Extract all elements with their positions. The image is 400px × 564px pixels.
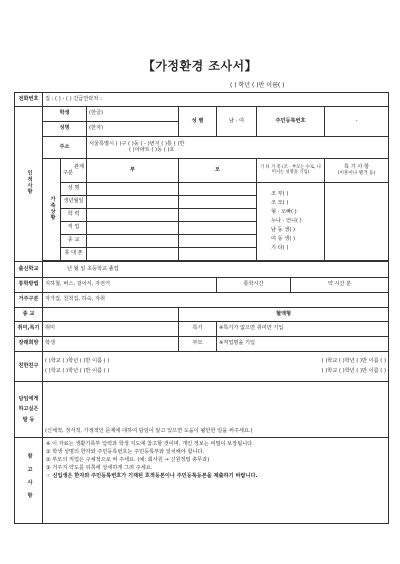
father-birth-cell[interactable] xyxy=(87,196,179,209)
address-line-2: ( )아파트 ( )동 ( )호 xyxy=(129,146,175,153)
page-title: 【가정환경 조사서】 xyxy=(142,59,258,73)
reference-label: 참고사항 xyxy=(15,438,43,524)
gender-field[interactable]: 남 · 여 xyxy=(217,107,257,137)
address-label: 주소 xyxy=(43,137,87,159)
mother-religion-cell[interactable] xyxy=(179,235,257,248)
religion-field[interactable] xyxy=(43,308,179,322)
family-row-phone: 휴 대 폰 xyxy=(61,248,87,261)
other-family-item: 형 · 오빠( ) xyxy=(271,208,297,215)
friend-entry: ( )학교 ( )학년 ( )반 이름 ( ) xyxy=(45,367,110,374)
origin-school-field[interactable]: 년 월 일 초등학교 졸업 xyxy=(43,262,389,278)
mother-name-cell[interactable] xyxy=(179,183,257,196)
father-job-cell[interactable] xyxy=(87,222,179,235)
father-header: 부 xyxy=(87,159,179,183)
teacher-message-note: (신체적, 정서적, 가정적인 문제에 대하여 담임이 알고 있으면 도움이 될만한 일을 써주세요.) xyxy=(45,428,253,435)
address-field[interactable] xyxy=(87,137,389,159)
special-notes-cell[interactable] xyxy=(325,183,389,261)
dream-label: 장래희망 xyxy=(15,337,43,352)
other-family-item: 여 동 생( ) xyxy=(271,236,296,243)
commute-field[interactable]: 지하철, 버스, 걸어서, 자전거 xyxy=(43,278,217,293)
note-item: ② 부모의 직업은 구체적으로 써 주세요. (예: 회사원 → 신원정밀 총무과) xyxy=(46,457,210,464)
family-row-job: 직 업 xyxy=(61,222,87,235)
blood-type-label: 혈액형 xyxy=(179,308,389,322)
other-family-item: 기 타( ) xyxy=(271,245,289,252)
father-religion-cell[interactable] xyxy=(87,235,179,248)
residence-label: 거주구분 xyxy=(15,293,43,308)
other-family-item: 조 부( ) xyxy=(271,190,289,197)
family-row-education: 학 력 xyxy=(61,209,87,222)
family-row-religion: 종 교 xyxy=(61,235,87,248)
dream-student-field[interactable]: 학생 xyxy=(43,337,179,352)
note-item: ① 학생 성명의 한자와 주민등록번호는 주민등록부와 일치해야 합니다. xyxy=(46,449,205,456)
talent-note[interactable]: ※특기가 없으면 취미만 기입 xyxy=(217,322,389,337)
talent-label: 특기 xyxy=(179,322,217,337)
address-line-1: 서울특별시 ( )구 ( )동 ( - )번지 ( )통 ( )반 xyxy=(89,140,185,147)
father-education-cell[interactable] xyxy=(87,209,179,222)
reference-notes xyxy=(43,438,389,524)
teacher-message-field[interactable] xyxy=(43,382,389,438)
religion-label: 종 교 xyxy=(15,308,43,322)
dream-parent-label: 부모 xyxy=(179,337,217,352)
special-header: 특 기 사 항 (이혼이나 별거 등) xyxy=(325,159,389,183)
hobby-field[interactable]: 취미 xyxy=(43,322,179,337)
section-personal-label: 인적사항 xyxy=(15,107,43,262)
residence-field[interactable]: 자가집, 친척집, 하숙, 자취 xyxy=(43,293,389,308)
rrn-label: 주민등록번호 xyxy=(257,107,325,137)
relation-header: 관계 구분 xyxy=(61,159,87,183)
hobby-label: 취미,특기 xyxy=(15,322,43,337)
commute-time-field[interactable]: 약 시간 분 xyxy=(291,278,389,293)
survey-form-table xyxy=(14,92,389,524)
commute-time-label: 통학시간 xyxy=(217,278,291,293)
phone-label: 전화번호 xyxy=(15,93,43,107)
student-label: 학생 xyxy=(43,107,87,122)
mother-job-cell[interactable] xyxy=(179,222,257,235)
other-family-header: 기 타 가 족 (조 · 부모는 수로, 나머지는 성명을 기입) xyxy=(257,159,325,183)
name-label: 성명 xyxy=(43,122,87,137)
family-row-name: 성 명 xyxy=(61,183,87,196)
father-phone-cell[interactable] xyxy=(87,248,179,261)
note-item: ☞ 신입생은 한자와 주민등록번호가 기재된 호적등본이나 주민등록등본을 제출하기 바랍니다. xyxy=(46,473,258,480)
dream-note[interactable]: ※직업명을 기입 xyxy=(217,337,389,352)
friend-entry: ( )학교 ( )학년 ( )반 이름 ( ) xyxy=(45,358,110,365)
mother-education-cell[interactable] xyxy=(179,209,257,222)
family-row-birth: 생년월일 xyxy=(61,196,87,209)
other-family-item: 남 동 생( ) xyxy=(271,227,296,234)
mother-birth-cell[interactable] xyxy=(179,196,257,209)
other-family-item: 누나 · 언니( ) xyxy=(271,217,302,224)
friends-field[interactable] xyxy=(43,352,389,382)
class-name-line: ( ) 학년 ( )반 이름( ) xyxy=(230,82,285,89)
phone-field[interactable]: 집 : ( ) - ( ) 긴급연락처 : xyxy=(43,93,389,107)
father-name-cell[interactable] xyxy=(87,183,179,196)
name-hanja-field[interactable]: (한자) xyxy=(87,122,179,137)
family-label: 가족상황 xyxy=(43,159,61,261)
friend-entry: ( )학교 ( )학년 ( )반 이름 ( ) xyxy=(321,367,386,374)
friends-label: 친한친구 xyxy=(15,352,43,382)
commute-label: 통학방법 xyxy=(15,278,43,293)
note-item: ※ 이 자료는 생활기록부 입력과 학생 지도에 참고할 것이며, 개인 정보는 비밀이 보장됩니다. xyxy=(46,441,254,447)
origin-school-label: 출신학교 xyxy=(15,262,43,278)
teacher-message-label: 담임에게 하고싶은 말 등 xyxy=(15,382,43,438)
name-korean-field[interactable]: (한글) xyxy=(87,107,179,122)
rrn-field[interactable]: - xyxy=(325,107,389,137)
friend-entry: ( )학교 ( )학년 ( )반 이름 ( ) xyxy=(321,358,386,365)
other-family-item: 조 모( ) xyxy=(271,199,289,206)
other-family-list[interactable] xyxy=(257,183,325,261)
note-item: ③ 거주지 약도를 뒤쪽에 상세하게 그려 주세요. xyxy=(46,465,153,472)
mother-phone-cell[interactable] xyxy=(179,248,257,261)
mother-header: 모 xyxy=(179,159,257,183)
gender-label: 성 별 xyxy=(179,107,217,137)
